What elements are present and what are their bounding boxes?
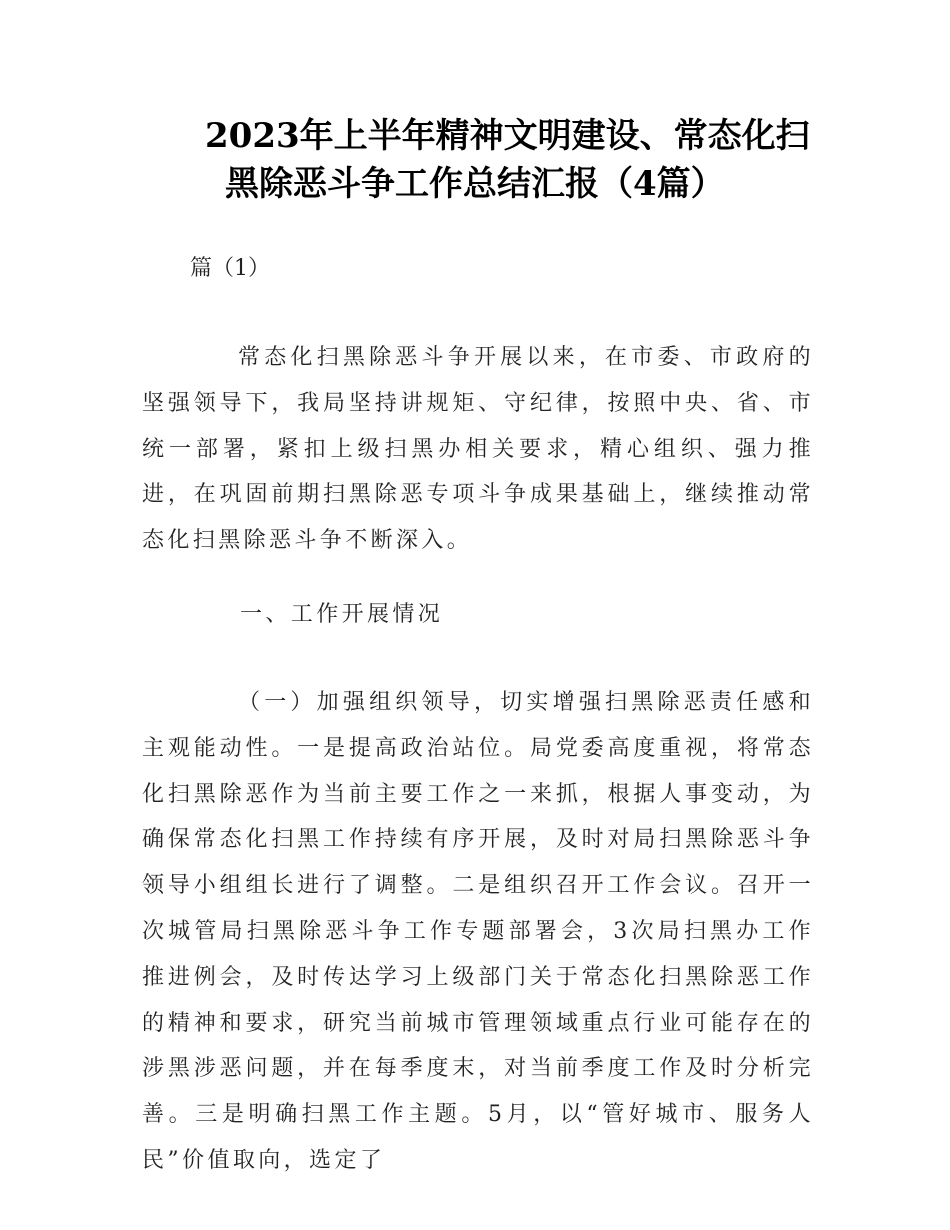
document-title xyxy=(205,112,815,208)
title-line-1: 2023年上半年精神文明建设、常态化扫 xyxy=(205,116,810,156)
section-heading: 一、工作开展情况 xyxy=(240,602,444,627)
section-label: 篇（1） xyxy=(190,256,270,281)
paragraph-intro: 常态化扫黑除恶斗争开展以来，在市委、市政府的坚强领导下，我局坚持讲规矩、守纪律，按照中央、省、市统一部署，紧扣上级扫黑办相关要求，精心组织、强力推进，在巩固前期扫黑除恶专项斗争成果基础上，继续推动常态化扫黑除恶斗争不断深入。 xyxy=(142,345,814,554)
paragraph-organization: （一）加强组织领导，切实增强扫黑除恶责任感和主观能动性。一是提高政治站位。局党委高度重视，将常态化扫黑除恶作为当前主要工作之一来抓，根据人事变动，为确保常态化扫黑工作持续有序开展，及时对局扫黑除恶斗争领导小组组长进行了调整。二是组织召开工作会议。召开一次城管局扫黑除恶斗争工作专题部署会，3次局扫黑办工作推进例会，及时传达学习上级部门关于常态化扫黑除恶工作的精神和要求，研究当前城市管理领域重点行业可能存在的涉黑涉恶问题，并在每季度末，对当前季度工作及时分析完善。三是明确扫黑工作主题。5月，以“管好城市、服务人民”价值取向，选定了 xyxy=(142,690,814,1173)
title-line-2: 黑除恶斗争工作总结汇报（4篇） xyxy=(225,164,725,204)
